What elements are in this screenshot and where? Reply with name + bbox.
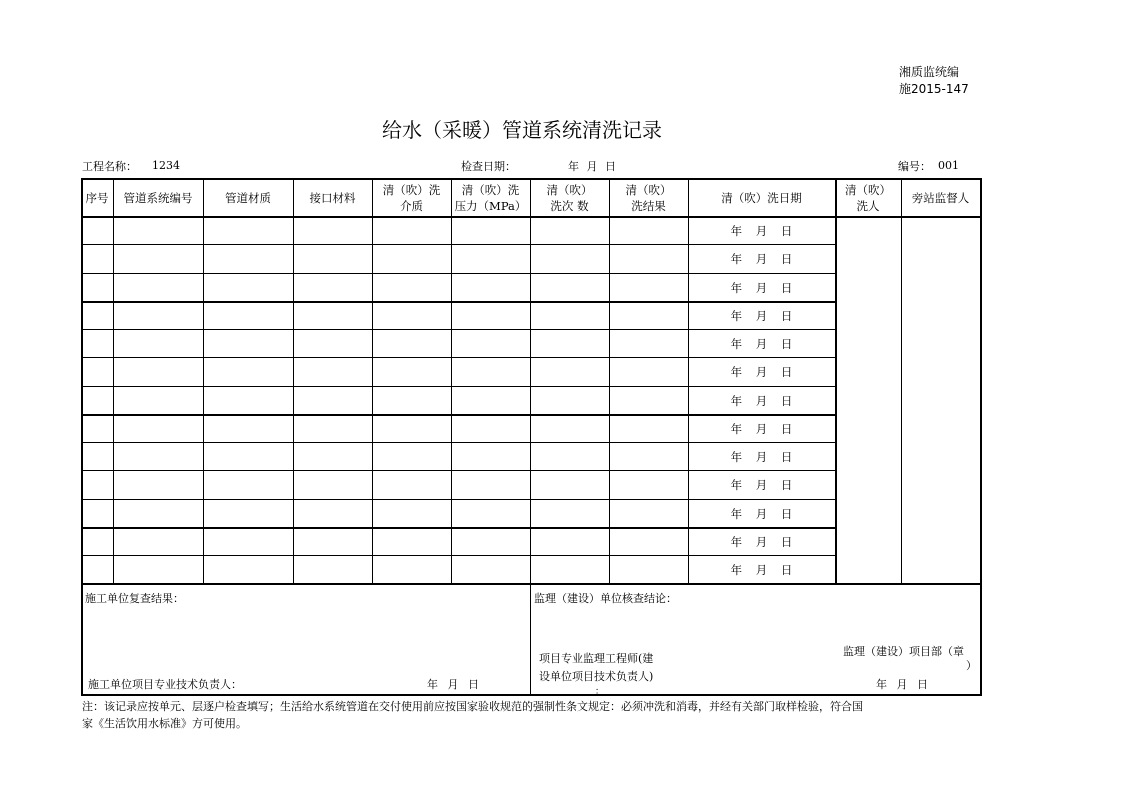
column-header-line: 介质 bbox=[400, 199, 423, 213]
column-divider bbox=[451, 178, 452, 583]
note-line-1: 注：该记录应按单元、层逐户检查填写；生活给水系统管道在交付使用前应按国家验收规范的强制性条文规定：必须冲洗和消毒，并经有关部门取样检验，符合国 bbox=[82, 700, 863, 713]
column-header-line: 接口材料 bbox=[309, 191, 356, 205]
column-header bbox=[609, 182, 688, 214]
row-divider bbox=[81, 329, 835, 330]
table-right-border bbox=[980, 178, 982, 696]
row-date-cell: 年 月 日 bbox=[730, 393, 793, 408]
supervisor-engineer-label-2: 设单位项目技术负责人) bbox=[539, 670, 654, 683]
row-date-cell: 年 月 日 bbox=[730, 534, 793, 549]
column-header-line: 洗次 数 bbox=[550, 199, 589, 213]
column-header-line: 清（吹）洗日期 bbox=[721, 191, 802, 205]
column-header-line: 洗人 bbox=[856, 199, 880, 213]
column-header-line: 清（吹）洗 bbox=[461, 183, 520, 197]
row-date-cell: 年 月 日 bbox=[730, 478, 793, 493]
column-header-line: 管道系统编号 bbox=[123, 191, 193, 205]
column-header-line: 清（吹） bbox=[546, 183, 593, 197]
column-divider bbox=[293, 178, 294, 583]
contractor-tech-lead-label: 施工单位项目专业技术负责人： bbox=[88, 678, 242, 691]
column-header-line: 管道材质 bbox=[225, 191, 271, 205]
column-header-line: 清（吹） bbox=[625, 183, 672, 197]
note-line-2: 家《生活饮用水标准》方可使用。 bbox=[82, 717, 247, 730]
row-date-cell: 年 月 日 bbox=[730, 365, 793, 380]
row-divider bbox=[81, 414, 835, 416]
column-header bbox=[372, 182, 451, 214]
row-date-cell: 年 月 日 bbox=[730, 450, 793, 464]
row-divider bbox=[81, 499, 835, 500]
check-date-label: 检查日期： bbox=[461, 160, 516, 173]
supervisor-engineer-colon: ： bbox=[595, 687, 605, 697]
page-title: 给水（采暖）管道系统清洗记录 bbox=[382, 118, 662, 142]
column-header bbox=[835, 182, 901, 214]
row-date-cell: 年 月 日 bbox=[730, 337, 793, 351]
row-date-cell: 年 月 日 bbox=[730, 563, 793, 577]
row-divider bbox=[81, 555, 835, 556]
check-date-value: 年 月 日 bbox=[568, 160, 616, 173]
column-header bbox=[293, 190, 372, 206]
project-name-value: 1234 bbox=[152, 159, 180, 172]
row-date-cell: 年 月 日 bbox=[730, 252, 793, 267]
column-header-line: 清（吹） bbox=[845, 183, 891, 197]
form-code-line1: 湘质监统编 bbox=[899, 65, 960, 79]
supervisor-date: 年 月 日 bbox=[876, 678, 928, 691]
supervisor-engineer-label: 项目专业监理工程师(建 bbox=[539, 652, 654, 665]
row-date-cell: 年 月 日 bbox=[730, 224, 793, 238]
column-header-line: 序号 bbox=[85, 191, 109, 205]
row-date-cell: 年 月 日 bbox=[730, 506, 793, 521]
row-date-cell: 年 月 日 bbox=[730, 308, 793, 323]
contractor-review-label: 施工单位复查结果： bbox=[85, 592, 184, 605]
row-divider bbox=[81, 442, 835, 443]
project-name-label: 工程名称： bbox=[82, 160, 137, 173]
row-divider bbox=[81, 357, 835, 358]
serial-number-label: 编号： bbox=[898, 160, 931, 173]
column-header bbox=[901, 190, 980, 206]
supervisor-dept-label: 监理（建设）项目部（章 bbox=[843, 645, 964, 658]
column-header bbox=[530, 182, 609, 214]
column-divider bbox=[835, 178, 837, 583]
column-header bbox=[688, 190, 835, 206]
serial-number-value: 001 bbox=[938, 159, 959, 172]
row-date-cell: 年 月 日 bbox=[730, 280, 793, 295]
column-divider bbox=[372, 178, 373, 583]
column-divider bbox=[203, 178, 204, 583]
table-bottom-border bbox=[81, 694, 980, 696]
row-divider bbox=[81, 386, 835, 387]
column-header bbox=[113, 190, 203, 206]
column-header-line: 洗结果 bbox=[631, 199, 666, 213]
row-divider bbox=[81, 527, 835, 529]
column-divider bbox=[113, 178, 114, 583]
row-divider bbox=[81, 273, 835, 274]
row-divider bbox=[81, 470, 835, 471]
form-code-line2: 施2015-147 bbox=[899, 82, 969, 96]
column-divider bbox=[530, 178, 531, 583]
column-header-line: 旁站监督人 bbox=[911, 191, 970, 205]
column-header bbox=[451, 182, 530, 214]
table-left-border bbox=[81, 178, 83, 696]
supervisor-conclusion-label: 监理（建设）单位核查结论： bbox=[534, 592, 677, 605]
column-divider bbox=[901, 178, 902, 583]
row-divider bbox=[81, 244, 835, 245]
column-header-line: 清（吹）洗 bbox=[382, 183, 441, 197]
row-divider bbox=[81, 301, 835, 303]
row-date-cell: 年 月 日 bbox=[730, 421, 793, 436]
footer-divider bbox=[530, 583, 531, 694]
column-header bbox=[203, 190, 293, 206]
contractor-date: 年 月 日 bbox=[427, 678, 479, 691]
supervisor-dept-label-2: ） bbox=[966, 659, 977, 672]
column-header bbox=[81, 190, 113, 206]
column-divider bbox=[609, 178, 610, 583]
column-header-line: 压力（MPa） bbox=[454, 199, 527, 213]
